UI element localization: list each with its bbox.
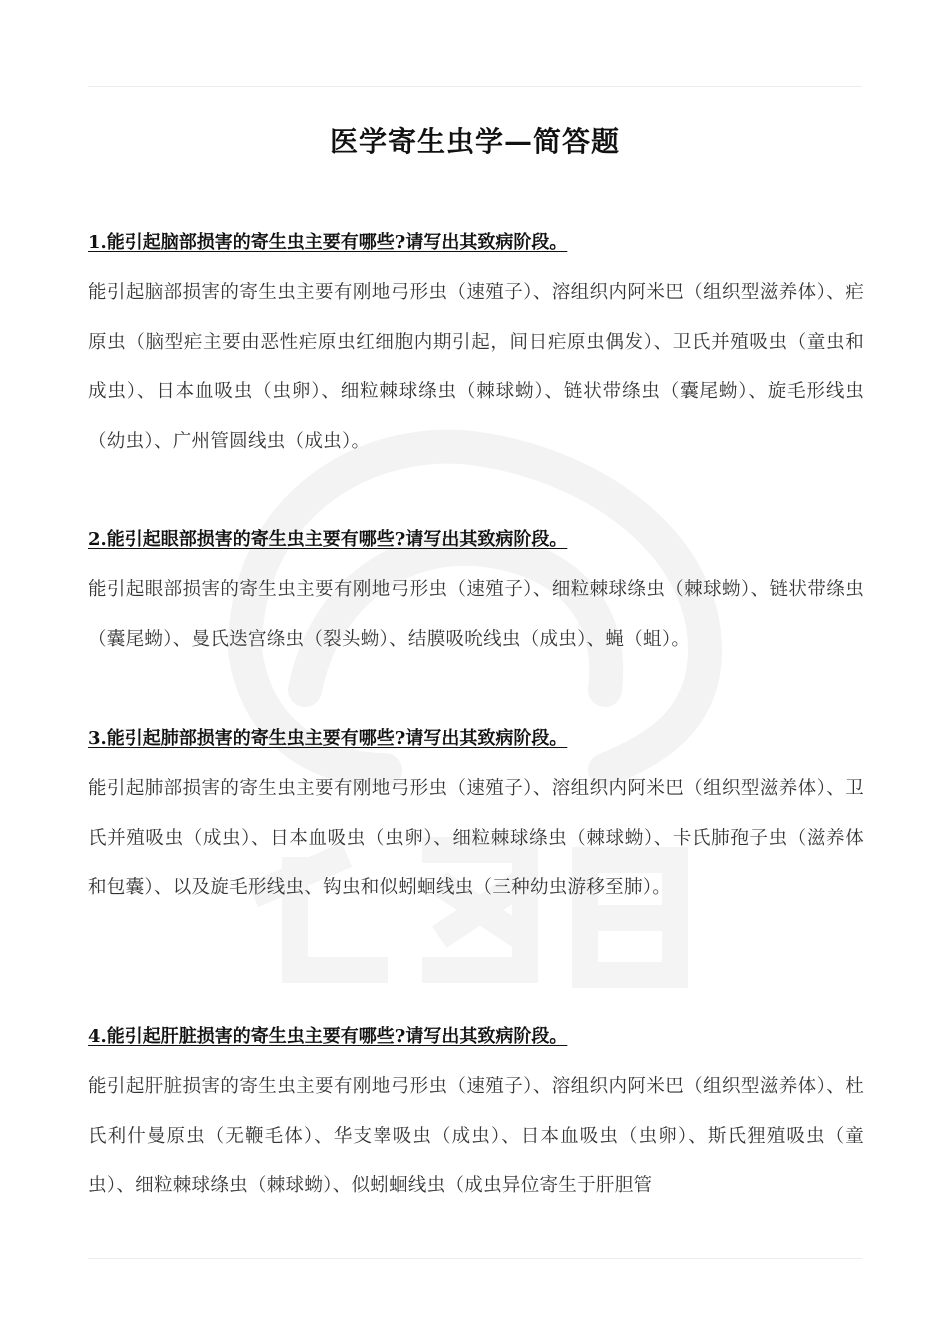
answer-paragraph: 能引起脑部损害的寄生虫主要有刚地弓形虫（速殖子）、溶组织内阿米巴（组织型滋养体）、疟原虫（脑型疟主要由恶性疟原虫红细胞内期引起，间日疟原虫偶发）、卫氏并殖吸虫（童虫和成虫）、日本血吸虫（虫卵）、细粒棘球绦虫（棘球蚴）、链状带绦虫（囊尾蚴）、旋毛形线虫（幼虫）、广州管圆线虫（成虫）。: [88, 282, 864, 452]
document-title: 医学寄生虫学—简答题: [329, 125, 620, 158]
question-heading: 4.能引起肝脏损害的寄生虫主要有哪些?请写出其致病阶段。: [88, 1026, 568, 1047]
answer-paragraph: 能引起肝脏损害的寄生虫主要有刚地弓形虫（速殖子）、溶组织内阿米巴（组织型滋养体）、杜氏利什曼原虫（无鞭毛体）、华支睾吸虫（成虫）、日本血吸虫（虫卵）、斯氏狸殖吸虫（童虫）、细粒棘球绦虫（棘球蚴）、似蚓蛔线虫（成虫异位寄生于肝胆管: [88, 1076, 864, 1196]
answer-paragraph: 能引起眼部损害的寄生虫主要有刚地弓形虫（速殖子）、细粒棘球绦虫（棘球蚴）、链状带绦虫（囊尾蚴）、曼氏迭宫绦虫（裂头蚴）、结膜吸吮线虫（成虫）、蝇（蛆）。: [88, 579, 864, 650]
page-top-rule: [88, 86, 862, 87]
answer-paragraph: 能引起肺部损害的寄生虫主要有刚地弓形虫（速殖子）、溶组织内阿米巴（组织型滋养体）、卫氏并殖吸虫（成虫）、日本血吸虫（虫卵）、细粒棘球绦虫（棘球蚴）、卡氏肺孢子虫（滋养体和包囊）、以及旋毛形线虫、钩虫和似蚓蛔线虫（三种幼虫游移至肺）。: [88, 778, 864, 898]
question-section: [88, 1025, 864, 1211]
question-heading: 1.能引起脑部损害的寄生虫主要有哪些?请写出其致病阶段。: [88, 232, 568, 253]
page-bottom-rule: [88, 1258, 862, 1259]
question-section: [88, 528, 864, 664]
question-section: [88, 231, 864, 466]
question-section: [88, 727, 864, 913]
question-heading: 3.能引起肺部损害的寄生虫主要有哪些?请写出其致病阶段。: [88, 728, 568, 749]
question-heading: 2.能引起眼部损害的寄生虫主要有哪些?请写出其致病阶段。: [88, 529, 568, 550]
